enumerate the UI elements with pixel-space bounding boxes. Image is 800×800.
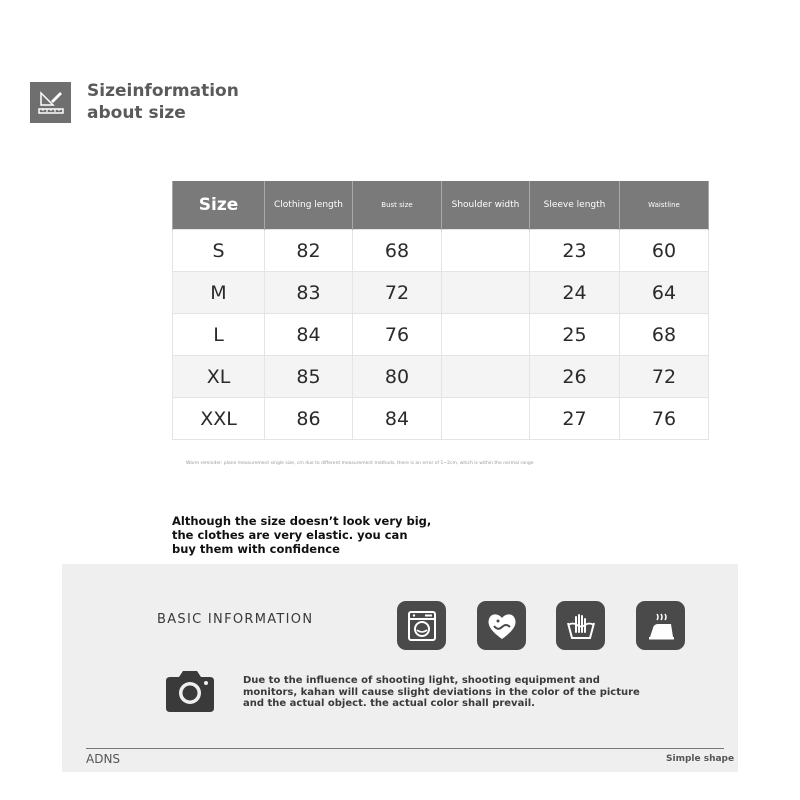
iron-icon (636, 601, 685, 650)
table-row (173, 272, 709, 314)
table-row (173, 230, 709, 272)
camera-icon (163, 669, 217, 713)
cell-bust: 68 (353, 230, 442, 272)
cell-waist: 76 (620, 398, 709, 440)
cell-waist: 72 (620, 356, 709, 398)
table-header-row (173, 181, 709, 230)
cell-sleeve: 27 (530, 398, 620, 440)
col-header-size: Size (173, 181, 265, 230)
cell-sleeve: 26 (530, 356, 620, 398)
cell-size: XXL (173, 398, 265, 440)
hand-wash-icon (556, 601, 605, 650)
heart-fabric-icon (477, 601, 526, 650)
title-line-1: Sizeinformation (87, 81, 239, 101)
size-table (172, 181, 709, 440)
cell-clothing-length: 85 (265, 356, 353, 398)
cell-waist: 64 (620, 272, 709, 314)
col-header-sleeve-length: Sleeve length (530, 181, 620, 230)
cell-size: S (173, 230, 265, 272)
footer-divider (86, 748, 724, 749)
cell-bust: 80 (353, 356, 442, 398)
col-header-shoulder-width: Shoulder width (442, 181, 530, 230)
cell-shoulder (442, 272, 530, 314)
info-panel (62, 564, 738, 772)
cell-size: XL (173, 356, 265, 398)
basic-info-heading: BASIC INFORMATION (157, 612, 314, 627)
table-row (173, 314, 709, 356)
cell-shoulder (442, 398, 530, 440)
cell-shoulder (442, 230, 530, 272)
table-row (173, 356, 709, 398)
col-header-bust-size: Bust size (353, 181, 442, 230)
title-line-2: about size (87, 103, 186, 123)
color-disclaimer: Due to the influence of shooting light, shooting equipment and monitors, kahan will cause slight deviations in the color of the picture and the actual object. the actual color shall prevail. (243, 675, 640, 709)
page-title (87, 80, 239, 124)
elastic-message: Although the size doesn’t look very big, the clothes are very elastic. you can buy them with confidence (172, 514, 432, 556)
cell-sleeve: 24 (530, 272, 620, 314)
cell-sleeve: 25 (530, 314, 620, 356)
cell-clothing-length: 82 (265, 230, 353, 272)
measurement-note: Warm reminder: plane measurement single size, cm due to different measurement methods, there is an error of 1~2cm, which is within the normal range (186, 461, 534, 466)
style-label: Simple shape (666, 754, 735, 764)
cell-size: L (173, 314, 265, 356)
cell-shoulder (442, 356, 530, 398)
cell-clothing-length: 83 (265, 272, 353, 314)
col-header-waistline: Waistline (620, 181, 709, 230)
table-row (173, 398, 709, 440)
col-header-clothing-length: Clothing length (265, 181, 353, 230)
cell-sleeve: 23 (530, 230, 620, 272)
cell-bust: 76 (353, 314, 442, 356)
cell-size: M (173, 272, 265, 314)
ruler-pencil-icon (30, 82, 71, 123)
cell-clothing-length: 84 (265, 314, 353, 356)
cell-bust: 72 (353, 272, 442, 314)
washing-machine-icon (397, 601, 446, 650)
cell-waist: 60 (620, 230, 709, 272)
cell-clothing-length: 86 (265, 398, 353, 440)
cell-bust: 84 (353, 398, 442, 440)
cell-waist: 68 (620, 314, 709, 356)
brand-label: ADNS (86, 752, 121, 766)
cell-shoulder (442, 314, 530, 356)
